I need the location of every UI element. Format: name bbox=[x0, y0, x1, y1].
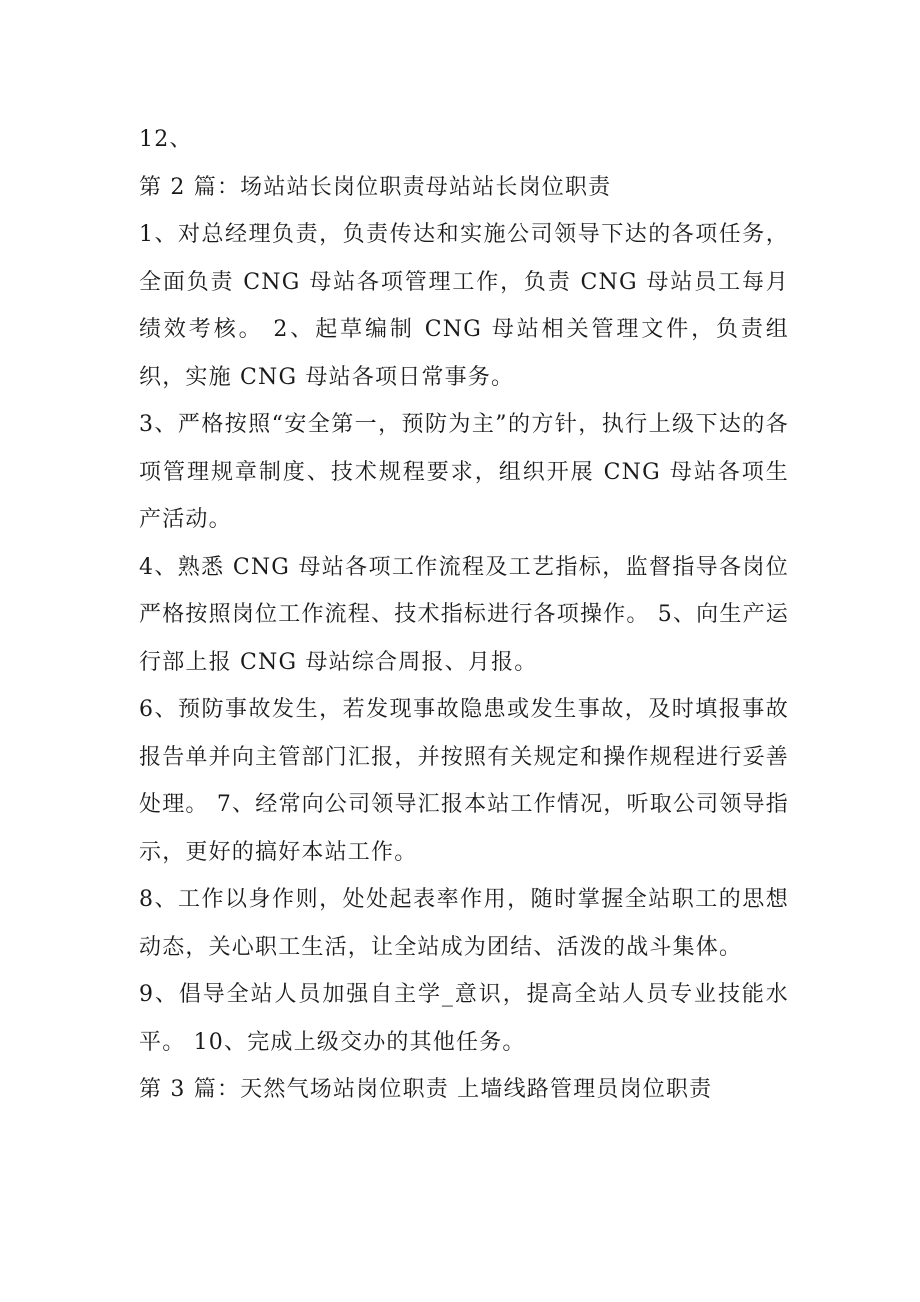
duty-paragraph-1: 1、对总经理负责，负责传达和实施公司领导下达的各项任务，全面负责 CNG 母站各项管理工作，负责 CNG 母站员工每月绩效考核。 2、起草编制 CNG 母站相关管理文件，负责组织，实施 CNG 母站各项日常事务。 bbox=[139, 222, 789, 390]
section-heading-2: 第 2 篇：场站站长岗位职责母站站长岗位职责 bbox=[139, 174, 612, 200]
duty-paragraph-6: 6、预防事故发生，若发现事故隐患或发生事故，及时填报事故报告单并向主管部门汇报，并按照有关规定和操作规程进行妥善处理。 7、经常向公司领导汇报本站工作情况，听取公司领导指示，更好的搞好本站工作。 bbox=[139, 697, 789, 865]
document-body bbox=[139, 116, 789, 1114]
item-number-12: 12、 bbox=[139, 127, 193, 152]
duty-paragraph-3: 3、严格按照“安全第一，预防为主”的方针，执行上级下达的各项管理规章制度、技术规程要求，组织开展 CNG 母站各项生产活动。 bbox=[139, 412, 789, 532]
duty-paragraph-8: 8、工作以身作则，处处起表率作用，随时掌握全站职工的思想动态，关心职工生活，让全站成为团结、活泼的战斗集体。 bbox=[139, 887, 789, 960]
section-heading-3: 第 3 篇：天然气场站岗位职责 上墙线路管理员岗位职责 bbox=[139, 1077, 713, 1102]
duty-paragraph-9: 9、倡导全站人员加强自主学_意识，提高全站人员专业技能水平。 10、完成上级交办的其他任务。 bbox=[139, 982, 789, 1055]
duty-paragraph-4: 4、熟悉 CNG 母站各项工作流程及工艺指标，监督指导各岗位严格按照岗位工作流程、技术指标进行各项操作。 5、向生产运行部上报 CNG 母站综合周报、月报。 bbox=[139, 554, 789, 675]
